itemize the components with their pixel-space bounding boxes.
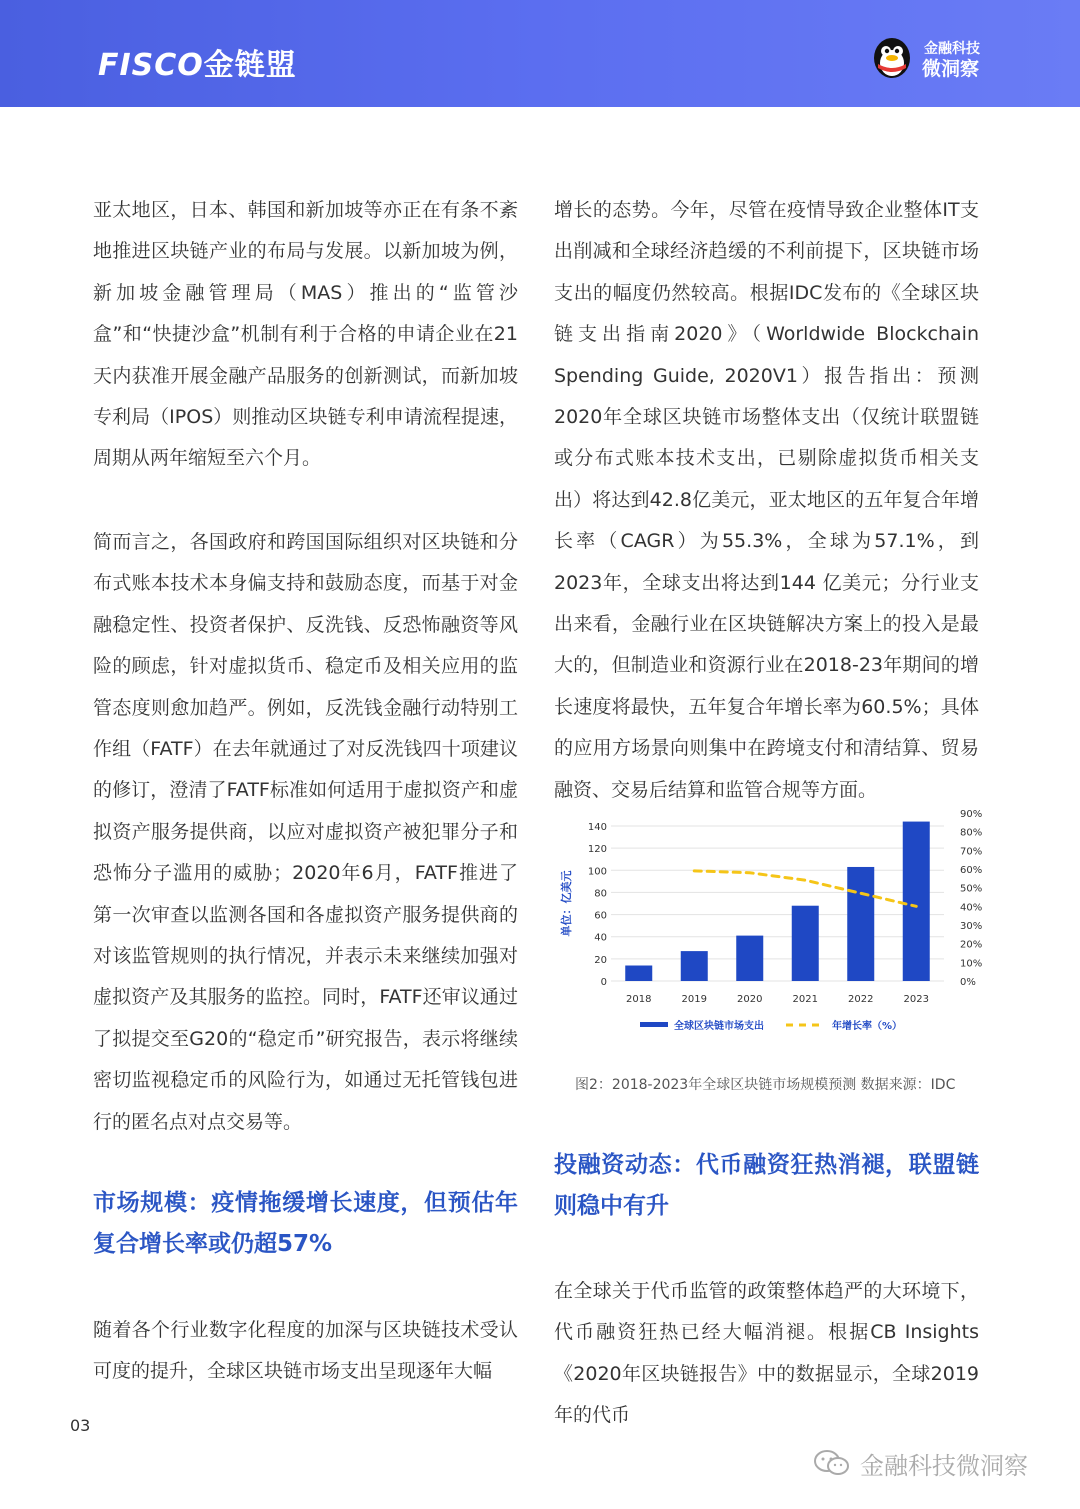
wechat-icon bbox=[812, 1448, 852, 1478]
y-tick-label: 0 bbox=[600, 977, 607, 988]
paragraph-text: 在全球关于代币监管的政策整体趋严的大环境下，代币融资狂热已经大幅消褪。根据CB Insights《2020年区块链报告》中的数据显示，全球2019年的代币 bbox=[554, 1280, 979, 1427]
y2-tick-label: 10% bbox=[960, 958, 983, 970]
paragraph-text: 随着各个行业数字化程度的加深与区块链技术受认可度的提升，全球区块链市场支出呈现逐年大幅 bbox=[93, 1319, 518, 1383]
x-tick-label: 2019 bbox=[681, 994, 707, 1005]
bar-2019 bbox=[681, 951, 708, 981]
x-tick-label: 2020 bbox=[737, 994, 763, 1005]
chart-caption: 图2：2018-2023年全球区块链市场规模预测 数据来源：IDC bbox=[575, 1077, 956, 1093]
footer-brand bbox=[812, 1446, 1028, 1480]
y2-tick-label: 50% bbox=[960, 883, 983, 895]
section-heading-investment: 投融资动态：代币融资狂热消褪，联盟链则稳中有升 bbox=[554, 1152, 979, 1219]
x-tick-label: 2018 bbox=[626, 994, 652, 1005]
y-tick-label: 100 bbox=[587, 866, 607, 878]
badge-top-text: 金融科技 bbox=[924, 41, 980, 57]
legend-bar-label: 全球区块链市场支出 bbox=[674, 1021, 764, 1032]
y2-tick-label: 30% bbox=[960, 921, 983, 932]
paragraph-text: 增长的态势。今年，尽管在疫情导致企业整体IT支出削减和全球经济趋缓的不利前提下，区块链市场支出的幅度仍然较高。根据IDC发布的《全球区块链支出指南2020》（Worldwide Blockchain Spending Guide, 2020V1）报告指出：预测2020年全球区块链市场整体支出（仅统计联盟链或分布式账本技术支出，已剔除虚拟货币相关支出）将达到42.8亿美元，亚太地区的五年复合年增长率（CAGR）为55.3%，全球为57.1%，到2023年，全球支出将达到144 亿美元；分行业支出来看，金融行业在区块链解决方案上的投入是最大的，但制造业和资源行业在2018-23年期间的增长速度将最快，五年复合年增长率为60.5%；具体的应用方场景向则集中在跨境支付和清结算、贸易融资、交易后结算和监管合规等方面。 bbox=[554, 199, 979, 801]
paragraph-text: 简而言之，各国政府和跨国国际组织对区块链和分布式账本技术本身偏支持和鼓励态度，而基于对金融稳定性、投资者保护、反洗钱、反恐怖融资等风险的顾虑，针对虚拟货币、稳定币及相关应用的监管态度则愈加趋严。例如，反洗钱金融行动特别工作组（FATF）在去年就通过了对反洗钱四十项建议的修订，澄清了FATF标准如何适用于虚拟资产和虚拟资产服务提供商，以应对虚拟资产被犯罪分子和恐怖分子滥用的威胁；2020年6月，FATF推进了第一次审查以监测各国和各虚拟资产服务提供商的对该监管规则的执行情况，并表示未来继续加强对虚拟资产及其服务的监控。同时，FATF还审议通过了拟提交至G20的“稳定币”研究报告，表示将继续密切监视稳定币的风险行为，如通过无托管钱包进行的匿名点对点交易等。 bbox=[93, 531, 518, 1133]
bar-2022 bbox=[847, 867, 874, 981]
x-tick-label: 2022 bbox=[848, 994, 874, 1005]
bar-2023 bbox=[903, 822, 930, 981]
y-tick-label: 60 bbox=[594, 910, 607, 922]
y2-tick-label: 0% bbox=[960, 977, 976, 988]
penguin-icon bbox=[868, 32, 916, 80]
y-tick-label: 40 bbox=[594, 932, 607, 944]
y2-tick-label: 40% bbox=[960, 902, 983, 914]
logo-cn: 金链盟 bbox=[203, 48, 297, 83]
y2-tick-label: 20% bbox=[960, 939, 983, 951]
x-tick-label: 2021 bbox=[792, 994, 818, 1005]
y-tick-label: 120 bbox=[587, 844, 607, 856]
y2-tick-label: 90% bbox=[960, 809, 983, 820]
footer-brand-text: 金融科技微洞察 bbox=[860, 1451, 1028, 1480]
logo-latin: FISCO bbox=[98, 48, 204, 83]
x-tick-label: 2023 bbox=[903, 994, 929, 1005]
legend-bar-swatch bbox=[640, 1022, 668, 1027]
left-paragraph-1 bbox=[93, 190, 518, 480]
market-chart-svg bbox=[554, 800, 984, 1040]
right-paragraph-1 bbox=[554, 190, 979, 811]
bar-2021 bbox=[792, 906, 819, 981]
y-tick-label: 140 bbox=[587, 822, 607, 833]
y-tick-label: 80 bbox=[594, 888, 607, 900]
y-axis-label: 单位：亿美元 bbox=[560, 870, 573, 937]
left-paragraph-3 bbox=[93, 1310, 518, 1393]
legend-line-label: 年增长率（%） bbox=[832, 1021, 903, 1032]
badge-bottom-text: 微洞察 bbox=[922, 58, 980, 80]
right-paragraph-2 bbox=[554, 1271, 979, 1437]
bar-2018 bbox=[625, 966, 652, 982]
fisco-logo bbox=[98, 40, 297, 84]
y2-tick-label: 80% bbox=[960, 827, 983, 839]
market-chart bbox=[554, 800, 984, 1040]
brand-badge bbox=[868, 32, 1018, 82]
paragraph-text: 亚太地区，日本、韩国和新加坡等亦正在有条不紊地推进区块链产业的布局与发展。以新加坡为例，新加坡金融管理局（MAS）推出的“监管沙盒”和“快捷沙盒”机制有利于合格的申请企业在21天内获准开展金融产品服务的创新测试，而新加坡专利局（IPOS）则推动区块链专利申请流程提速，周期从两年缩短至六个月。 bbox=[93, 199, 518, 470]
growth-rate-line bbox=[694, 871, 916, 906]
bar-2020 bbox=[736, 936, 763, 981]
section-heading-market: 市场规模：疫情拖缓增长速度，但预估年复合增长率或仍超57% bbox=[93, 1190, 518, 1257]
y2-tick-label: 60% bbox=[960, 865, 983, 876]
y2-tick-label: 70% bbox=[960, 846, 983, 858]
y-tick-label: 20 bbox=[594, 954, 607, 966]
left-paragraph-2 bbox=[93, 522, 518, 1143]
page-number: 03 bbox=[70, 1416, 91, 1435]
page-header bbox=[0, 0, 1080, 107]
